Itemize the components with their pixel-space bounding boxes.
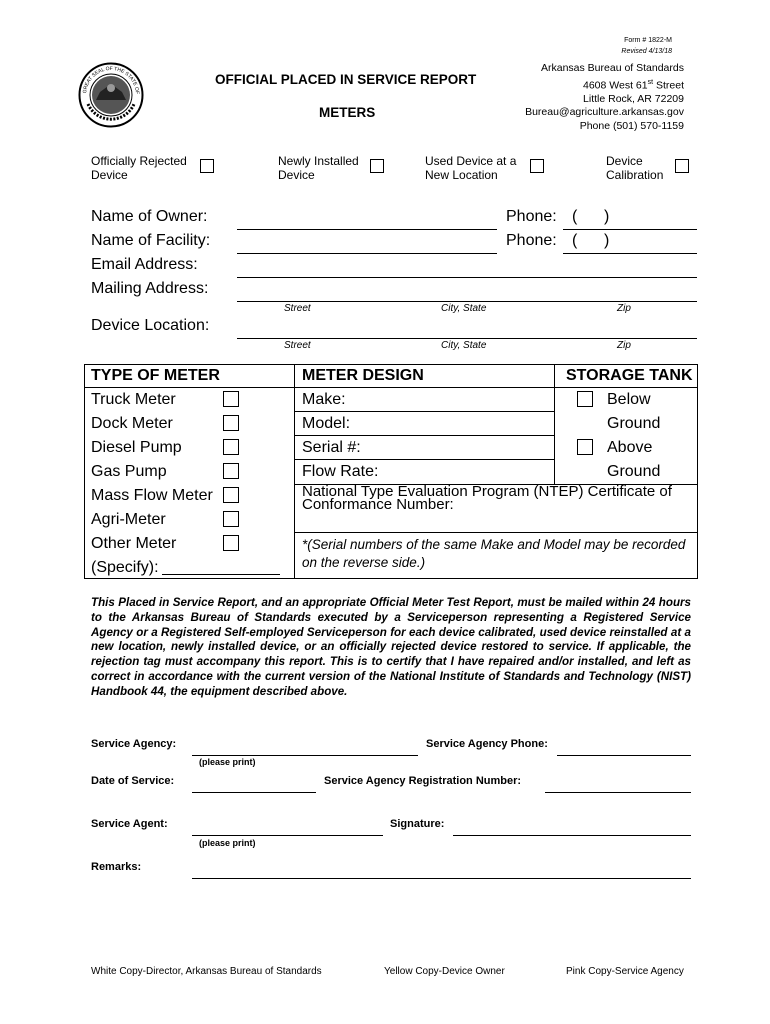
page-subtitle: METERS — [319, 105, 376, 120]
option-newly-installed-label: Newly Installed Device — [278, 154, 359, 182]
type-truck-meter-checkbox[interactable] — [223, 391, 239, 407]
footer-pink-copy: Pink Copy-Service Agency — [566, 966, 684, 977]
service-agency-field[interactable] — [192, 755, 418, 756]
bureau-street: 4608 West 61st Street — [583, 78, 684, 91]
tank-below-checkbox[interactable] — [577, 391, 593, 407]
option-rejected-label: Officially Rejected Device — [91, 154, 187, 182]
option-calibration-checkbox[interactable] — [675, 159, 689, 173]
signature-label: Signature: — [390, 818, 445, 830]
seal-text: GREAT SEAL OF THE STATE OF — [82, 65, 141, 95]
type-mass-flow-meter: Mass Flow Meter — [91, 487, 213, 504]
date-of-service-label: Date of Service: — [91, 775, 175, 787]
type-mass-flow-meter-checkbox[interactable] — [223, 487, 239, 503]
facility-phone-field[interactable] — [563, 253, 697, 254]
type-gas-pump: Gas Pump — [91, 463, 167, 480]
tank-above-checkbox[interactable] — [577, 439, 593, 455]
facility-phone-area[interactable]: ( ) — [572, 232, 610, 249]
owner-phone-area[interactable]: ( ) — [572, 208, 610, 225]
location-street-caption: Street — [284, 340, 311, 351]
tank-below-ground-label: Ground — [607, 415, 661, 432]
meter-design-header: METER DESIGN — [302, 367, 424, 384]
service-agent-field[interactable] — [192, 835, 383, 836]
service-agency-phone-label: Service Agency Phone: — [426, 738, 548, 750]
service-agent-label: Service Agent: — [91, 818, 168, 830]
footer-yellow-copy: Yellow Copy-Device Owner — [384, 966, 505, 977]
bureau-name: Arkansas Bureau of Standards — [540, 62, 684, 74]
date-of-service-field[interactable] — [192, 792, 316, 793]
mailing-address-field[interactable] — [237, 301, 697, 302]
state-seal-icon — [78, 62, 144, 128]
option-used-device-checkbox[interactable] — [530, 159, 544, 173]
tank-above-ground-label: Ground — [607, 463, 661, 480]
type-diesel-pump-checkbox[interactable] — [223, 439, 239, 455]
mailing-address-label: Mailing Address: — [91, 280, 209, 297]
option-newly-installed-checkbox[interactable] — [370, 159, 384, 173]
option-rejected-checkbox[interactable] — [200, 159, 214, 173]
type-other-meter-checkbox[interactable] — [223, 535, 239, 551]
owner-name-field[interactable] — [237, 229, 497, 230]
option-calibration-label: Device Calibration — [606, 154, 664, 182]
design-make-label: Make: — [302, 391, 346, 408]
facility-name-label: Name of Facility: — [91, 232, 211, 249]
page-title: OFFICIAL PLACED IN SERVICE REPORT — [215, 72, 477, 87]
registration-number-field[interactable] — [545, 792, 691, 793]
registration-number-label: Service Agency Registration Number: — [324, 775, 522, 787]
bureau-email: Bureau@agriculture.arkansas.gov — [525, 106, 684, 118]
type-of-meter-header: TYPE OF METER — [91, 367, 220, 384]
type-other-meter: Other Meter — [91, 535, 177, 552]
certification-notice: This Placed in Service Report, and an appropriate Official Meter Test Report, must be mailed within 24 hours to the Arkansas Bureau of Standards executed by a Serviceperson representing a Registered Service Agency or a Registered Self-employed Serviceperson for each device calibrated, used device reinstalled at a new location, newly installed device, or an officially rejected device restored to service. If applicable, the rejection tag must accompany this report. This is to certify that I have repaired and/or installed, and left as correct in accordance with the current version of the National Institute of Standards and Technology (NIST) Handbook 44, the equipment described above. — [91, 596, 691, 698]
bureau-city: Little Rock, AR 72209 — [583, 92, 684, 105]
design-model-label: Model: — [302, 415, 351, 432]
facility-name-field[interactable] — [237, 253, 497, 254]
tank-below-label: Below — [607, 391, 651, 408]
type-gas-pump-checkbox[interactable] — [223, 463, 239, 479]
specify-label: (Specify): — [91, 559, 159, 576]
type-agri-meter-checkbox[interactable] — [223, 511, 239, 527]
bureau-phone: Phone (501) 570-1159 — [579, 119, 684, 132]
state-seal — [78, 62, 144, 128]
option-used-device-label: Used Device at a New Location — [425, 154, 517, 182]
bureau-address — [525, 62, 684, 133]
service-agency-label: Service Agency: — [91, 738, 177, 750]
device-location-label: Device Location: — [91, 317, 210, 334]
serial-note: *(Serial numbers of the same Make and Model may be recorded on the reverse side.) — [302, 537, 686, 570]
ntep-label: National Type Evaluation Program (NTEP) Certificate of Conformance Number: — [302, 483, 672, 513]
footer-white-copy: White Copy-Director, Arkansas Bureau of Standards — [91, 966, 322, 977]
location-city-caption: City, State — [441, 340, 487, 351]
form-number: Form # 1822-M — [624, 37, 672, 44]
remarks-field[interactable] — [192, 878, 691, 879]
mailing-city-caption: City, State — [441, 303, 487, 314]
specify-field[interactable] — [162, 574, 280, 575]
type-truck-meter: Truck Meter — [91, 391, 176, 408]
owner-phone-label: Phone: — [506, 208, 557, 225]
form-revised: Revised 4/13/18 — [621, 48, 672, 55]
storage-tank-header: STORAGE TANK — [566, 367, 693, 384]
service-agent-print-note: (please print) — [199, 838, 256, 848]
type-dock-meter-checkbox[interactable] — [223, 415, 239, 431]
owner-name-label: Name of Owner: — [91, 208, 208, 225]
design-serial-label: Serial #: — [302, 439, 361, 456]
email-label: Email Address: — [91, 256, 198, 273]
type-dock-meter: Dock Meter — [91, 415, 173, 432]
tank-above-label: Above — [607, 439, 653, 456]
type-agri-meter: Agri-Meter — [91, 511, 166, 528]
service-agency-print-note: (please print) — [199, 757, 256, 767]
mailing-zip-caption: Zip — [617, 303, 631, 314]
facility-phone-label: Phone: — [506, 232, 557, 249]
device-location-field[interactable] — [237, 338, 697, 339]
design-flow-rate-label: Flow Rate: — [302, 463, 379, 480]
owner-phone-field[interactable] — [563, 229, 697, 230]
signature-field[interactable] — [453, 835, 691, 836]
email-field[interactable] — [237, 277, 697, 278]
location-zip-caption: Zip — [617, 340, 631, 351]
service-agency-phone-field[interactable] — [557, 755, 691, 756]
remarks-label: Remarks: — [91, 861, 142, 873]
mailing-street-caption: Street — [284, 303, 311, 314]
type-diesel-pump: Diesel Pump — [91, 439, 182, 456]
